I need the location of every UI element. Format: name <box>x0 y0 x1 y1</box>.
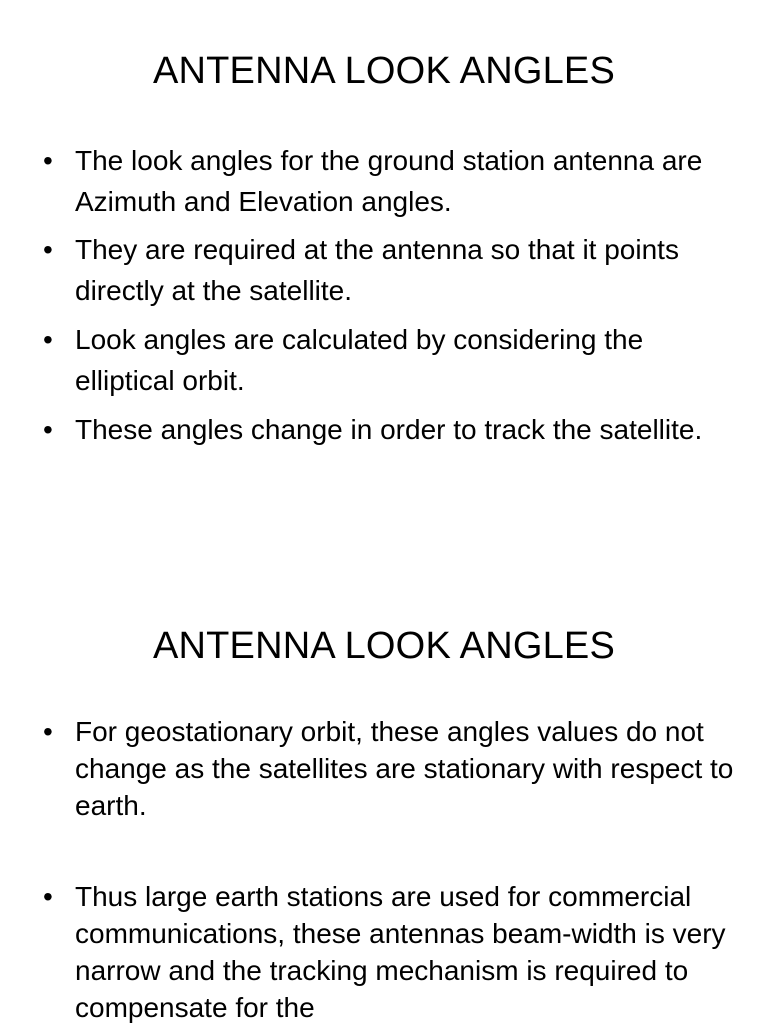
slide-2-bullet-1 <box>0 713 768 824</box>
slide-2-bullet-2 <box>0 878 768 1024</box>
bullet-glyph: • <box>43 881 53 912</box>
bullet-glyph: • <box>43 145 53 176</box>
slide-1-bullet-4 <box>0 409 768 450</box>
slide-2-title: ANTENNA LOOK ANGLES <box>152 625 616 667</box>
bullet-glyph: • <box>43 324 53 355</box>
bullet-glyph: • <box>43 716 53 747</box>
slide-1-bullet-1 <box>0 140 768 222</box>
bullet-text: For geostationary orbit, these angles values do not change as the satellites are stationary with respect to earth. <box>75 716 734 821</box>
bullet-glyph: • <box>43 234 53 265</box>
slide-1-bullet-2 <box>0 229 768 311</box>
slide-1-title: ANTENNA LOOK ANGLES <box>152 50 616 92</box>
bullet-text: These angles change in order to track the satellite. <box>75 414 703 445</box>
bullet-glyph: • <box>43 414 53 445</box>
bullet-text: The look angles for the ground station antenna are Azimuth and Elevation angles. <box>75 145 703 217</box>
bullet-text: They are required at the antenna so that it points directly at the satellite. <box>75 234 679 306</box>
slide-1-bullet-3 <box>0 319 768 401</box>
bullet-text: Look angles are calculated by considering the elliptical orbit. <box>75 324 644 396</box>
slide-1-bullet-list <box>0 140 768 450</box>
bullet-text: Thus large earth stations are used for commercial communications, these antennas beam-width is very narrow and the tracking mechanism is required to compensate for the <box>75 881 726 1023</box>
slide-2-bullet-list <box>0 713 768 1024</box>
